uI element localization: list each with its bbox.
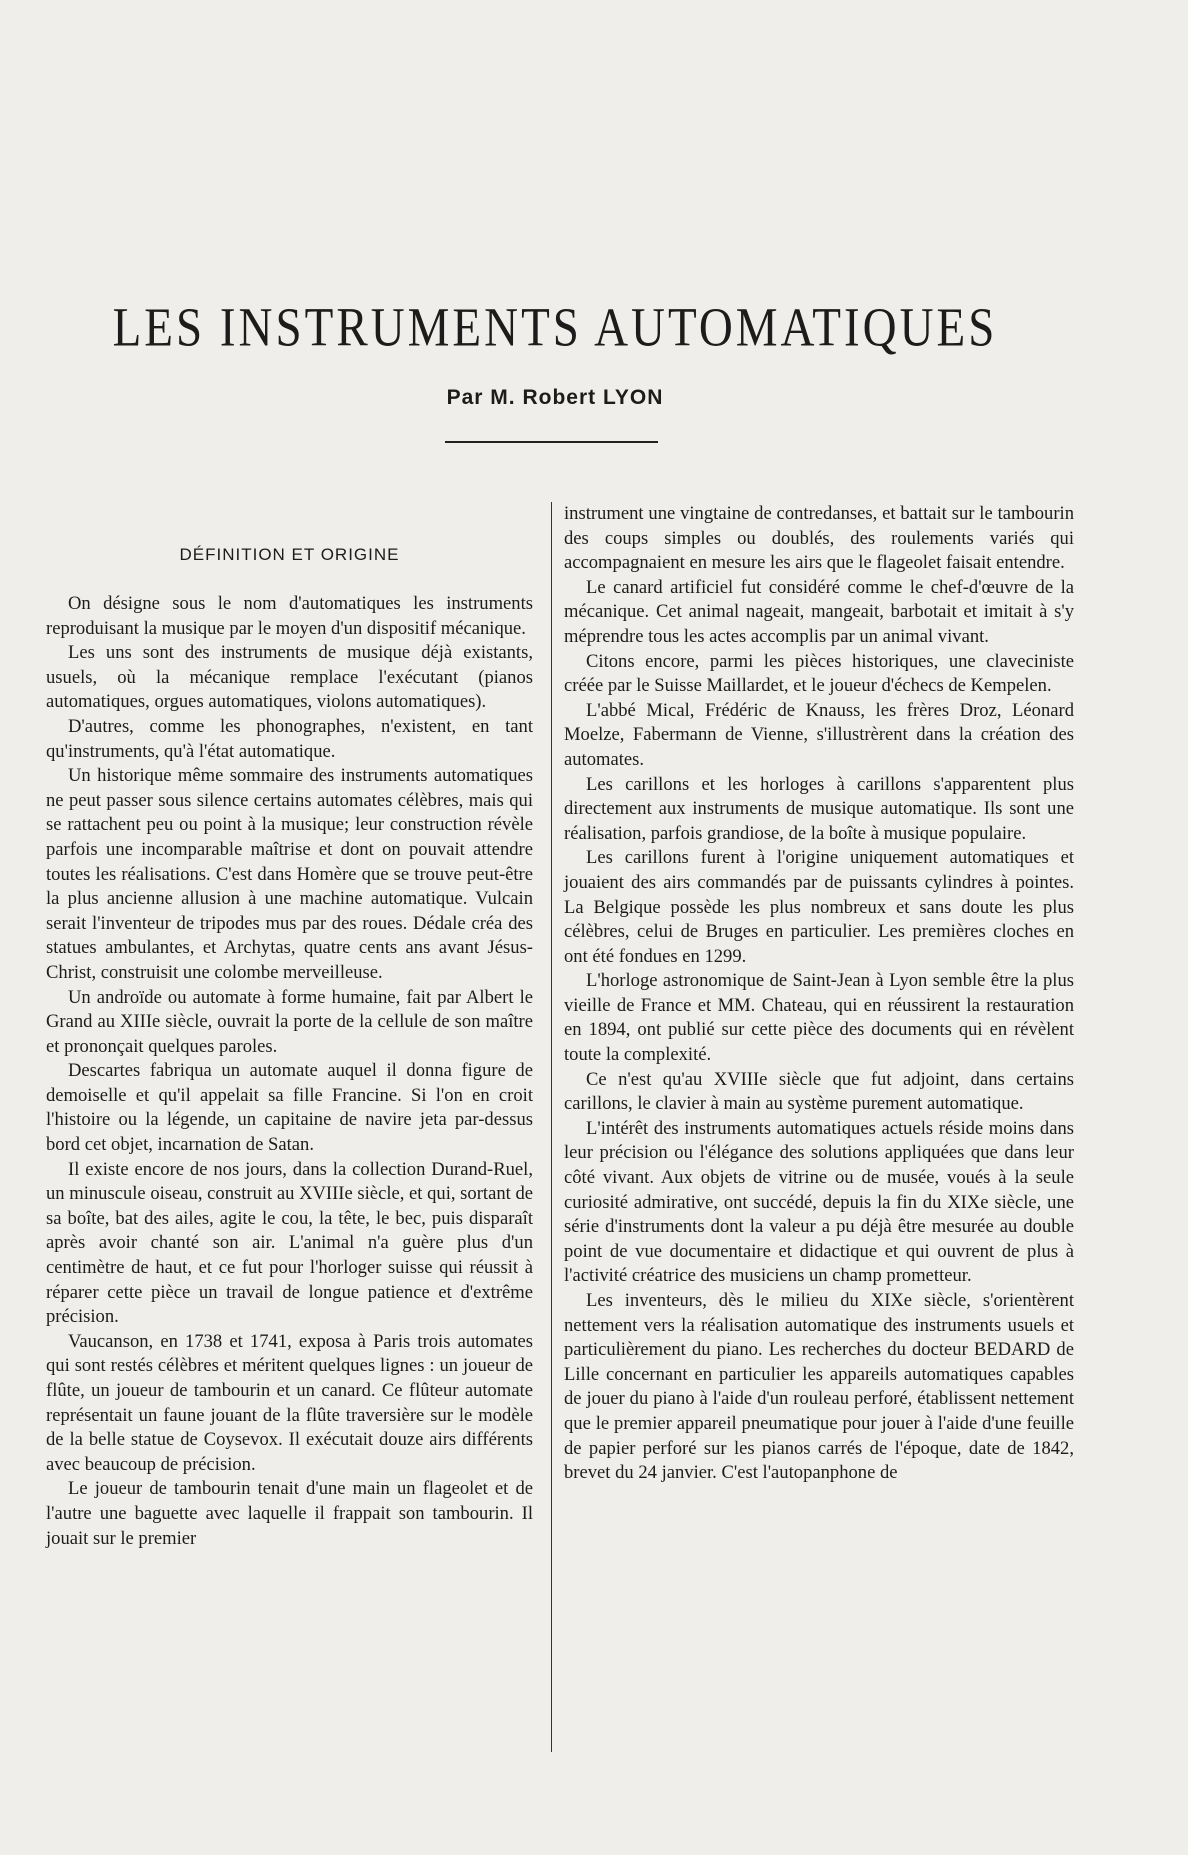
paragraph: Vaucanson, en 1738 et 1741, exposa à Paris trois automates qui sont restés célèbres et méritent quelques lignes : un joueur de flûte, un joueur de tambourin et un canard. Ce flûteur automate représentait un faune jouant de la flûte traversière sur le modèle de la belle statue de Coysevox. Il exécutait douze airs différents avec beaucoup de précision. (46, 1330, 533, 1475)
column-divider (551, 502, 552, 1752)
paragraph: Les inventeurs, dès le milieu du XIXe siècle, s'orientèrent nettement vers la réalisation automatique des instruments usuels et particulièrement du piano. Les recherches du docteur BEDARD de Lille concernant en particulier les appareils automatiques capables de jouer du piano à l'aide d'un rouleau perforé, établissent nettement que le premier appareil pneumatique pour jouer à l'aide d'une feuille de papier perforé sur les pianos carrés de l'époque, date de 1842, brevet du 24 janvier. C'est l'autopanphone de (564, 1290, 1074, 1484)
paragraph: Un historique même sommaire des instruments automatiques ne peut passer sous silence certains automates célèbres, mais qui se rattachent peu ou point à la musique; leur construction révèle parfois une incomparable maîtrise et dont on pouvait attendre toutes les réalisations. C'est dans Homère que se trouve peut-être la plus ancienne allusion à une machine automatique. Vulcain serait l'inventeur de tripodes mus par des roues. Dédale créa des statues ambulantes, et Archytas, quatre cents ans avant Jésus-Christ, construisit une colombe merveilleuse. (46, 765, 533, 983)
article-byline: Par M. Robert LYON (446, 386, 664, 409)
section-heading: DÉFINITION ET ORIGINE (179, 545, 400, 564)
paragraph: Les carillons et les horloges à carillons s'apparentent plus directement aux instruments de musique automatique. Ils sont une réalisation, parfois grandiose, de la boîte à musique populaire. (564, 773, 1074, 844)
paragraph: On désigne sous le nom d'automatiques les instruments reproduisant la musique par le moyen d'un dispositif mécanique. (46, 593, 533, 639)
paragraph: L'horloge astronomique de Saint-Jean à Lyon semble être la plus vieille de France et MM. Chateau, qui en réussirent la restauration en 1894, ont publié sur cette pièce des documents qui en révèlent toute la complexité. (564, 970, 1074, 1066)
right-column (564, 502, 1074, 1486)
paragraph: L'intérêt des instruments automatiques actuels réside moins dans leur précision ou l'élégance des solutions appliquées que dans leur côté vivant. Aux objets de vitrine ou de musée, voués à la seule curiosité admirative, ont succédé, depuis la fin du XIXe siècle, une série d'instruments dont la valeur a pu déjà être mesurée au double point de vue documentaire et didactique et qui ouvrent de plus à l'activité créatrice des musiciens un champ prometteur. (564, 1117, 1074, 1287)
paragraph: Descartes fabriqua un automate auquel il donna figure de demoiselle et qu'il appelait sa fille Francine. Si l'on en croit l'histoire ou la légende, un capitaine de navire jeta par-dessus bord cet objet, incarnation de Satan. (46, 1060, 533, 1156)
paragraph: Ce n'est qu'au XVIIIe siècle que fut adjoint, dans certains carillons, le clavier à main au système purement automatique. (564, 1068, 1074, 1115)
paragraph: Citons encore, parmi les pièces historiques, une claveciniste créée par le Suisse Maillardet, et le joueur d'échecs de Kempelen. (564, 650, 1074, 697)
left-column (46, 592, 533, 1551)
paragraph: Il existe encore de nos jours, dans la collection Durand-Ruel, un minuscule oiseau, construit au XVIIIe siècle, et qui, sortant de sa boîte, bat des ailes, agite le cou, la tête, le bec, puis disparaît après avoir chanté son air. L'animal n'a guère plus d'un centimètre de haut, et ce fut pour l'horloger suisse qui réussit à réparer cette pièce un travail de longue patience et d'extrême précision. (46, 1158, 533, 1328)
paragraph: L'abbé Mical, Frédéric de Knauss, les frères Droz, Léonard Moelze, Fabermann de Vienne, s'illustrèrent dans la création des automates. (564, 699, 1074, 770)
paragraph: Le canard artificiel fut considéré comme le chef-d'œuvre de la mécanique. Cet animal nageait, mangeait, barbotait et imitait à s'y méprendre tous les actes accomplis par un animal vivant. (564, 576, 1074, 647)
paragraph-continuation: instrument une vingtaine de contredanses, et battait sur le tambourin des coups simples ou doublés, des roulements variés qui accompagnaient en mesure les airs que le flageolet faisait entendre. (564, 503, 1074, 574)
paragraph: Le joueur de tambourin tenait d'une main un flageolet et de l'autre une baguette avec laquelle il frappait son tambourin. Il jouait sur le premier (46, 1478, 533, 1549)
paragraph: Les uns sont des instruments de musique déjà existants, usuels, où la mécanique remplace l'exécutant (pianos automatiques, orgues automatiques, violons automatiques). (46, 642, 533, 713)
article-title: LES INSTRUMENTS AUTOMATIQUES (112, 297, 998, 359)
paragraph: Un androïde ou automate à forme humaine, fait par Albert le Grand au XIIIe siècle, ouvrait la porte de la cellule de son maître et prononçait quelques paroles. (46, 986, 533, 1057)
paragraph: Les carillons furent à l'origine uniquement automatiques et jouaient des airs commandés par de puissants cylindres à pointes. La Belgique possède les plus nombreux et sans doute les plus célèbres, celui de Bruges en particulier. Les premières cloches en ont été fondues en 1299. (564, 847, 1074, 967)
paragraph: D'autres, comme les phonographes, n'existent, en tant qu'instruments, qu'à l'état automatique. (46, 715, 533, 762)
title-rule (445, 441, 658, 443)
